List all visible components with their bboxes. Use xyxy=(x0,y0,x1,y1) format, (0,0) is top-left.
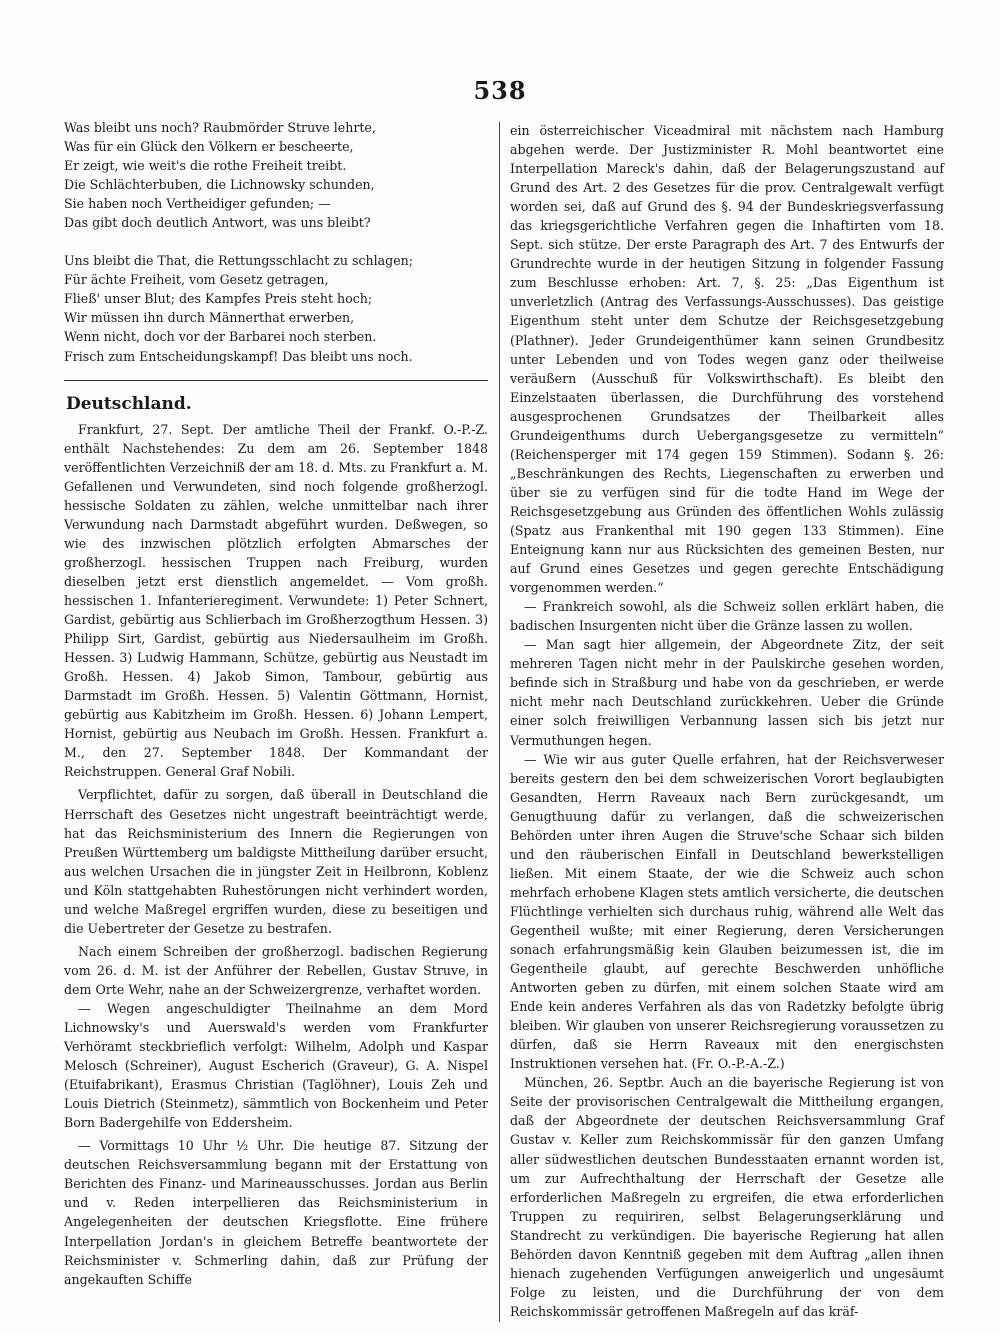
poem-line: Die Schlächterbuben, die Lichnowsky schunden, xyxy=(64,177,375,193)
section-divider xyxy=(64,380,488,381)
poem-line: Wenn nicht, doch vor der Barbarei noch sterben. xyxy=(64,329,377,345)
poem-line: Was für ein Glück den Völkern er bescheerte, xyxy=(64,139,354,155)
article-paragraph: ein österreichischer Viceadmiral mit nächstem nach Hamburg abgehen werde. Der Justizminister R. Mohl beantwortet eine Interpellation Mareck's dahin, daß der Belagerungszustand auf Grund des Art. 2 des Gesetzes für die prov. Centralgewalt verfügt worden sei, daß auf Grund des §. 94 der Bundeskriegsverfassung das kriegsgerichtliche Verfahren gegen die Inhaftirten vom 18. Sept. sich stütze. Der erste Paragraph des Art. 7 des Entwurfs der Grundrechte wurde in der heutigen Sitzung in folgender Fassung zum Beschlusse erhoben: Art. 7, §. 25: „Das Eigenthum ist unverletzlich (Antrag des Verfassungs-Ausschusses). Das geistige Eigenthum steht unter dem Schutze der Reichsgesetzgebung (Plathner). Jeder Grundeigenthümer kann seinen Grundbesitz unter Lebenden und von Todes wegen ganz oder theilweise veräußern (Ausschuß für Volkswirthschaft). Es bleibt den Einzelstaaten überlassen, die Durchführung des vorstehend ausgesprochenen Grundsatzes der Theilbarkeit alles Grundeigenthums durch Uebergangsgesetze zu vermitteln“ (Reichensperger mit 174 gegen 159 Stimmen). Sodann §. 26: „Beschränkungen des Rechts, Liegenschaften zu erwerben und über sie zu verfügen sind für die todte Hand im Wege der Reichsgesetzgebung aus Gründen des öffentlichen Wohls zulässig (Spatz aus Frankenthal mit 190 gegen 133 Stimmen). Eine Enteignung kann nur aus Rücksichten des gemeinen Besten, nur auf Grund eines Gesetzes und gegen gerechte Entschädigung vorgenommen werden.“ xyxy=(510,123,944,596)
column-divider xyxy=(499,122,500,1322)
right-column xyxy=(510,121,944,1321)
article-paragraph: — Vormittags 10 Uhr ½ Uhr. Die heutige 87. Sitzung der deutschen Reichsversammlung begann mit der Erstattung von Berichten des Finanz- und Marineausschusses. Jordan aus Berlin und v. Reden interpellieren das Reichsministerium in Angelegenheiten der deutschen Kriegsflotte. Eine frühere Interpellation Jordan's in gleichem Betreffe beantwortete der Reichsminister v. Schmerling dahin, daß zur Prüfung der angekauften Schiffe xyxy=(64,1138,488,1287)
article-paragraph: — Man sagt hier allgemein, der Abgeordnete Zitz, der seit mehreren Tagen nicht mehr in der Paulskirche gesehen worden, befinde sich in Straßburg und habe von da geschrieben, er werde nicht mehr nach Deutschland zurückkehren. Ueber die Gründe einer solch freiwilligen Verbannung lassen sich bis jetzt nur Vermuthungen hegen. xyxy=(510,637,944,748)
article-paragraph: Verpflichtet, dafür zu sorgen, daß überall in Deutschland die Herrschaft des Gesetzes nicht ungestraft beeinträchtigt werde, hat das Reichsministerium des Innern die Regierungen von Preußen Württemberg um baldigste Mittheilung darüber ersucht, aus welchen Ursachen die in jüngster Zeit in Heilbronn, Koblenz und Köln stattgehabten Ruhestörungen nicht verhindert worden, und welche Maßregel ergriffen wurden, diese zu beseitigen und die Uebertreter der Gesetze zu bestrafen. xyxy=(64,787,488,936)
page-number: 538 xyxy=(473,76,527,105)
poem xyxy=(64,118,488,366)
section-heading: Deutschland. xyxy=(66,393,192,414)
poem-line: Für ächte Freiheit, vom Gesetz getragen, xyxy=(64,272,329,288)
poem-line: Was bleibt uns noch? Raubmörder Struve lehrte, xyxy=(64,120,376,135)
article-paragraph: München, 26. Septbr. Auch an die bayerische Regierung ist von Seite der provisorischen Centralgewalt die Mittheilung ergangen, daß der Abgeordnete der deutschen Reichsversammlung Graf Gustav v. Keller zum Reichskommissär für den ganzen Umfang aller südwestlichen deutschen Bundesstaaten ernannt worden ist, um zur Aufrechthaltung der Herrschaft der Gesetze alle erforderlichen Maßregeln zu ergreifen, die etwa erforderlichen Truppen zu requiriren, selbst Belagerungserklärung und Standrecht zu verkündigen. Die bayerische Regierung hat allen Behörden davon Kenntniß gegeben mit dem Auftrag „allen ihnen hienach zugehenden Verfügungen anweigerlich und ungesäumt Folge zu leisten, und die Durchführung der von dem Reichskommissär getroffenen Maßregeln auf das kräf- xyxy=(510,1075,944,1319)
stanza-gap xyxy=(64,232,488,251)
article-paragraph: — Wie wir aus guter Quelle erfahren, hat der Reichsverweser bereits gestern den bei dem schweizerischen Vorort beglaubigten Gesandten, Herrn Raveaux nach Bern zurückgesandt, um Genugthuung dafür zu verlangen, daß die schweizerischen Behörden unter ihren Augen die Struve'sche Schaar sich bilden und den räuberischen Einfall in Deutschland bewerkstelligen ließen. Mit einem Staate, der wie die Schweiz auch schon mehrfach erhobene Klagen stets amtlich versicherte, die deutschen Flüchtlinge verhielten sich durchaus ruhig, während alle Welt das Gegentheil wußte; mit einer Regierung, deren Versicherungen sonach erfahrungsmäßig kein Glauben beizumessen ist, die im Gegentheile glaubt, auf gerechte Beschwerden unhöfliche Antworten geben zu dürfen, mit einem solchen Staate wird am Ende kein anderes Verfahren als das von Radetzky befolgte übrig bleiben. Wir glauben von unserer Reichsregierung voraussetzen zu dürfen, daß sie Herrn Raveaux mit den energischsten Instruktionen versehen hat. (Fr. O.-P.-A.-Z.) xyxy=(510,751,944,1072)
article-paragraph: Frankfurt, 27. Sept. Der amtliche Theil der Frankf. O.-P.-Z. enthält Nachstehendes: Zu dem am 26. September 1848 veröffentlichten Verzeichniß der am 18. d. Mts. zu Frankfurt a. M. Gefallenen und Verwundeten, sind noch folgende großherzogl. hessische Soldaten zu zählen, welche unmittelbar nach ihrer Verwundung nach Darmstadt abgeführt wurden. Deßwegen, so wie des inzwischen plötzlich erfolgten Abmarsches der großherzogl. hessischen Truppen nach Freiburg, wurden dieselben jetzt erst dienstlich angemeldet. — Vom großh. hessischen 1. Infanterieregiment. Verwundete: 1) Peter Schnert, Gardist, gebürtig aus Schlierbach im Großherzogthum Hessen. 3) Philipp Sirt, Gardist, gebürtig aus Niedersaulheim im Großh. Hessen. 3) Ludwig Hammann, Schütze, gebürtig aus Neustadt im Großh. Hessen. 4) Jakob Simon, Tambour, gebürtig aus Darmstadt im Großh. Hessen. 5) Valentin Göttmann, Hornist, gebürtig aus Kabitzheim im Großh. Hessen. 6) Johann Lempert, Hornist, gebürtig aus Neubach im Großh. Hessen. Frankfurt a. M., den 27. September 1848. Der Kommandant der Reichstruppen. General Graf Nobili. xyxy=(64,421,488,780)
article-paragraph: — Wegen angeschuldigter Theilnahme an dem Mord Lichnowsky's und Auerswald's werden vom Frankfurter Verhöramt steckbrieflich verfolgt: Wilhelm, Adolph und Kaspar Melosch (Schreiner), August Escherich (Graveur), G. A. Nispel (Etuifabrikant), Erasmus Christian (Taglöhner), Louis Zeh und Louis Dietrich (Steinmetz), sämmtlich von Bockenheim und Peter Born Badergehilfe von Eddersheim. xyxy=(64,1000,488,1131)
poem-line: Er zeigt, wie weit's die rothe Freiheit treibt. xyxy=(64,158,347,174)
poem-line: Uns bleibt die That, die Rettungsschlacht zu schlagen; xyxy=(64,253,414,269)
article-paragraph: Nach einem Schreiben der großherzogl. badischen Regierung vom 26. d. M. ist der Anführer der Rebellen, Gustav Struve, in dem Orte Wehr, nahe an der Schweizergrenze, verhaftet worden. xyxy=(64,943,488,997)
poem-line: Das gibt doch deutlich Antwort, was uns bleibt? xyxy=(64,215,371,231)
left-column xyxy=(64,118,488,1289)
poem-line: Frisch zum Entscheidungskampf! Das bleibt uns noch. xyxy=(64,348,413,364)
poem-line: Wir müssen ihn durch Männerthat erwerben, xyxy=(64,310,355,326)
poem-line: Sie haben noch Vertheidiger gefunden; — xyxy=(64,196,331,212)
poem-line: Fließ' unser Blut; des Kampfes Preis steht hoch; xyxy=(64,291,373,307)
article-paragraph: — Frankreich sowohl, als die Schweiz sollen erklärt haben, die badischen Insurgenten nicht über die Gränze lassen zu wollen. xyxy=(510,599,944,634)
